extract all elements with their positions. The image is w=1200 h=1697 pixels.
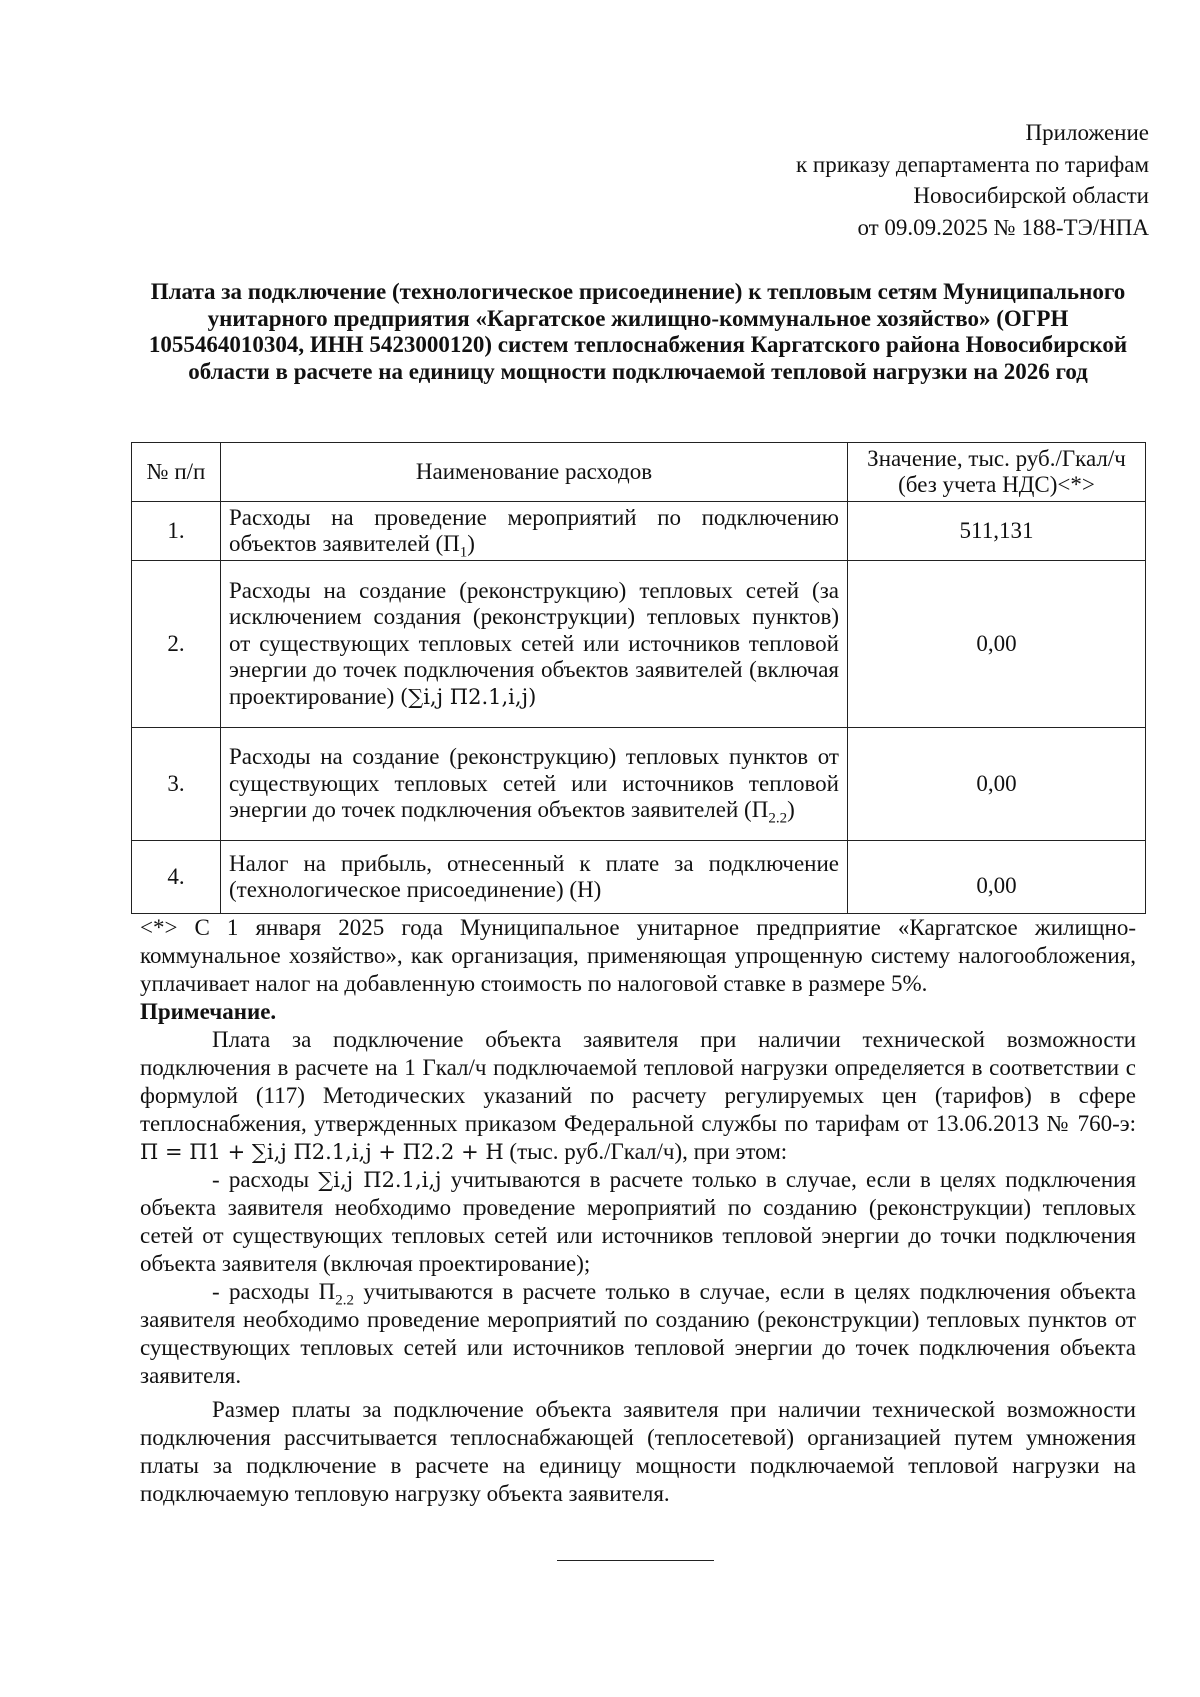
note-paragraph-1: Плата за подключение объекта заявителя при наличии технической возможности подключения в расчете на 1 Гкал/ч подключаемой тепловой нагрузки определяется в соответствии с формулой (117) Методических указаний по расчету регулируемых цен (тарифов) в сфере теплоснабжения, утвержденных приказом Федеральной службы по тарифам от 13.06.2013 № 760-э: П = П1 + ∑i,j П2.1,i,j + П2.2 + Н (тыс. руб./Гкал/ч), при этом: — [140, 1027, 1136, 1164]
row-num: 3. — [132, 728, 221, 841]
row-name: Расходы на создание (реконструкцию) тепловых сетей (за исключением создания (реконструкции) тепловых пунктов) от существующих тепловых сетей или источников тепловой энергии до точек подключения объектов заявителей (включая проектирование) (∑i,j П2.1,i,j) — [221, 561, 848, 728]
main-formula: П = П1 + ∑i,j П2.1,i,j + П2.2 + Н — [140, 1140, 504, 1164]
document-title: Плата за подключение (технологическое присоединение) к тепловым сетям Муниципального унитарного предприятия «Каргатское жилищно-коммунальное хозяйство» (ОГРН 1055464010304, ИНН 5423000120) систем теплоснабжения Каргатского района Новосибирской области в расчете на единицу мощности подключаемой тепловой нагрузки на 2026 год — [148, 279, 1128, 384]
note-paragraph-3: - расходы $П_{2.2}$ учитываются в расчете только в случае, если в целях подключения объекта заявителя необходимо проведение мероприятий по созданию (реконструкции) тепловых пунктов от существующих тепловых сетей или источников тепловой энергии до точек подключения объекта заявителя. — [140, 1279, 1137, 1388]
notes-body — [140, 914, 1136, 1508]
row-value: 511,131 — [848, 502, 1146, 561]
note-paragraph-4: Размер платы за подключение объекта заявителя при наличии технической возможности подключения рассчитывается теплоснабжающей (теплосетевой) организацией путем умножения платы за подключение в расчете на единицу мощности подключаемой тепловой нагрузки на подключаемую тепловую нагрузку объекта заявителя. — [140, 1397, 1136, 1506]
row-value: 0,00 — [848, 561, 1146, 728]
table-row — [132, 502, 1146, 561]
footnote: <*> С 1 января 2025 года Муниципальное унитарное предприятие «Каргатское жилищно-коммунальное хозяйство», как организация, применяющая упрощенную систему налогообложения, уплачивает налог на добавленную стоимость по налоговой ставке в размере 5%. — [140, 915, 1136, 996]
row-value: 0,00 — [848, 728, 1146, 841]
row-name: Налог на прибыль, отнесенный к плате за подключение (технологическое присоединение) (Н) — [221, 841, 848, 914]
row-name: Расходы на проведение мероприятий по подключению объектов заявителей $(П_1)$ — [221, 502, 848, 561]
note-title: Примечание. — [140, 999, 277, 1024]
row-num: 2. — [132, 561, 221, 728]
row-name: Расходы на создание (реконструкцию) тепловых пунктов от существующих тепловых сетей или источников тепловой энергии до точек подключения объектов заявителей $(П_{2.2})$ — [221, 728, 848, 841]
sum-formula: ∑i,j П2.1,i,j — [318, 1168, 442, 1192]
table-row — [132, 728, 1146, 841]
header-line-3: Новосибирской области — [913, 183, 1149, 208]
table-row — [132, 841, 1146, 914]
header-line-1: Приложение — [1025, 120, 1149, 145]
costs-table — [131, 442, 1146, 914]
note-paragraph-2: - расходы ∑i,j П2.1,i,j учитываются в расчете только в случае, если в целях подключения объекта заявителя необходимо проведение мероприятий по созданию (реконструкции) тепловых сетей от существующих тепловых сетей или источников тепловой энергии до точки подключения объекта заявителя (включая проектирование); — [140, 1167, 1137, 1276]
header-name-cell: Наименование расходов — [221, 443, 848, 502]
row-num: 1. — [132, 502, 221, 561]
sum-formula: (∑i,j П2.1,i,j) — [400, 684, 537, 709]
row-value: 0,00 — [848, 841, 1146, 914]
appendix-header — [796, 117, 1149, 243]
closing-divider — [557, 1560, 714, 1561]
row-num: 4. — [132, 841, 221, 914]
header-value-cell: Значение, тыс. руб./Гкал/ч (без учета НДС)<*> — [848, 443, 1146, 502]
header-line-2: к приказу департамента по тарифам — [795, 151, 1149, 177]
table-header-row — [132, 443, 1146, 502]
header-num-cell: № п/п — [132, 443, 221, 502]
header-line-4: от 09.09.2025 № 188-ТЭ/НПА — [857, 214, 1149, 240]
table-row — [132, 561, 1146, 728]
